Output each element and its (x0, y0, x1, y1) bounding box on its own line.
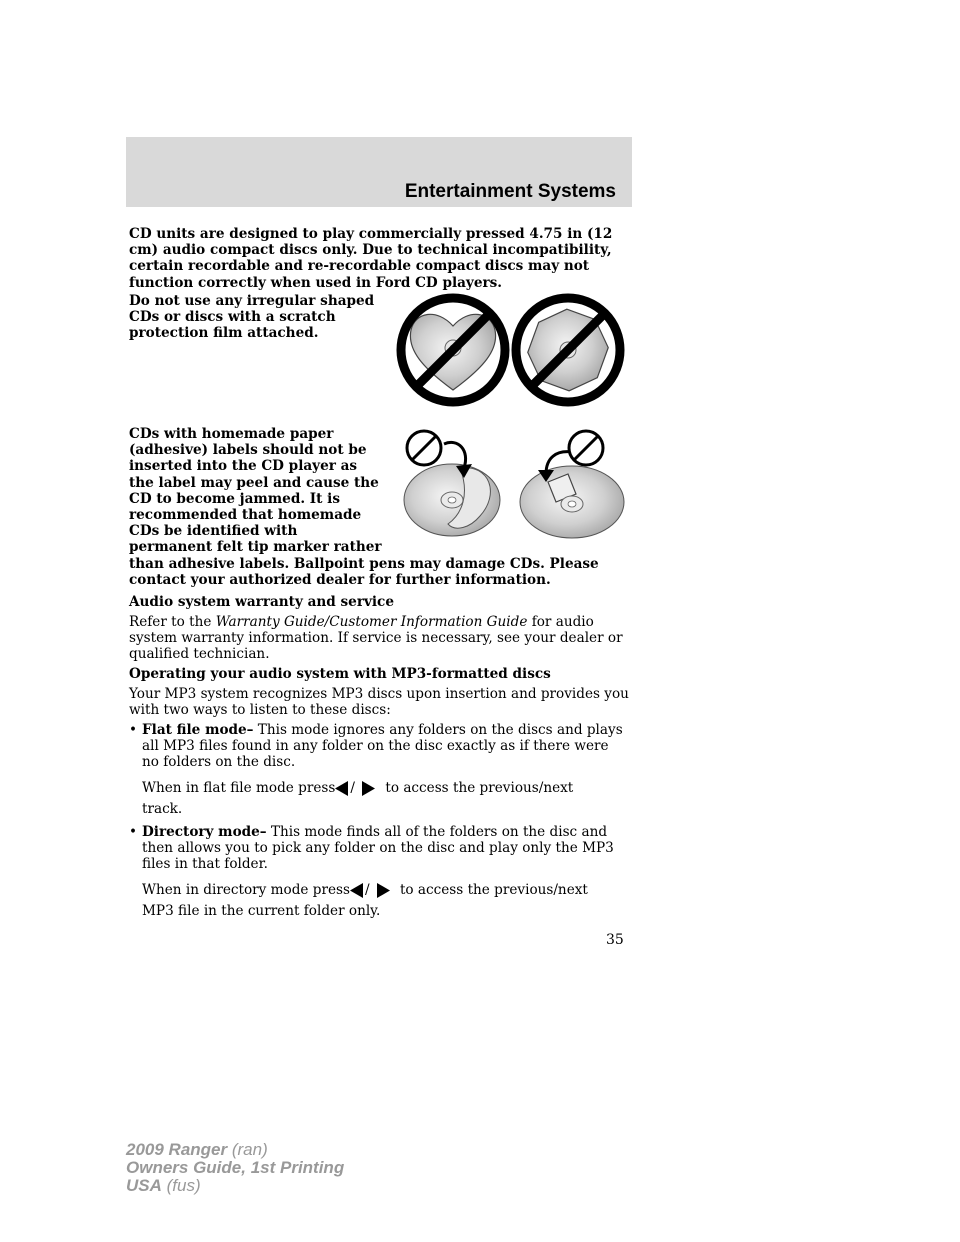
text-span: for audio system warranty information. If service is necessary, see your dealer or qualified technician. (129, 614, 623, 663)
footer-line: Owners Guide, 1st Printing (126, 1158, 345, 1177)
footer-model: 2009 Ranger (126, 1140, 228, 1159)
note-text: track. (142, 801, 183, 818)
text-span: Refer to the (129, 614, 216, 630)
text-line: Do not use any irregular shaped (129, 293, 375, 309)
list-item (129, 824, 629, 873)
warranty-paragraph (129, 614, 629, 663)
mp3-heading: Operating your audio system with MP3-formatted discs (129, 666, 551, 682)
flat-file-note (142, 780, 632, 817)
no-adhesive-labels-figure (400, 424, 632, 540)
footer-market: USA (126, 1176, 162, 1195)
text-line: recommended that homemade (129, 507, 362, 524)
note-text: When in directory mode press (142, 882, 350, 898)
seek-arrows (335, 780, 385, 796)
no-symbol-icon (407, 431, 441, 465)
bullet-term: Directory mode– (142, 824, 267, 840)
footer-line (126, 1141, 344, 1159)
note-text: When in flat file mode press (142, 780, 336, 796)
note-text: to access the previous/next (385, 780, 574, 796)
mp3-intro-paragraph: Your MP3 system recognizes MP3 discs upon insertion and provides you with two ways to listen to these discs: (129, 686, 629, 719)
note-text: to access the previous/next (399, 882, 588, 898)
text-line: CDs or discs with a scratch (129, 309, 336, 326)
arrow-separator: / (350, 780, 355, 796)
arrow-separator: / (364, 882, 370, 898)
cd-disc-icon (404, 464, 500, 536)
bullet-description: This mode ignores any folders on the discs and plays all MP3 files found in any folder on the disc exactly as if there were no folders on the disc. (142, 722, 623, 771)
text-line: permanent felt tip marker rather (129, 539, 382, 556)
footer-code: (fus) (161, 1176, 201, 1195)
no-symbol-icon (569, 431, 603, 465)
seek-left-icon (335, 781, 348, 796)
text-line: than adhesive labels. Ballpoint pens may damage CDs. Please (129, 555, 599, 572)
text-line: CDs be identified with (129, 523, 298, 540)
section-header-band (126, 137, 632, 207)
footer-code: (ran) (227, 1140, 268, 1159)
bullet-text (142, 722, 629, 771)
text-line: contact your authorized dealer for further information. (129, 571, 551, 588)
text-line: the label may peel and cause the (129, 474, 379, 491)
page-number: 35 (606, 932, 624, 948)
warranty-heading: Audio system warranty and service (129, 594, 394, 610)
no-irregular-discs-figure (393, 290, 633, 414)
seek-left-icon (350, 883, 363, 898)
seek-right-icon (377, 883, 390, 898)
text-line: inserted into the CD player as (129, 458, 358, 475)
list-item (129, 722, 629, 771)
text-line: protection film attached. (129, 325, 319, 342)
bullet-glyph: • (129, 824, 138, 840)
warranty-guide-title: Warranty Guide/Customer Information Guide (215, 614, 528, 630)
document-footer (126, 1141, 344, 1195)
footer-line (126, 1177, 344, 1195)
cd-units-paragraph: CD units are designed to play commercially pressed 4.75 in (12 cm) audio compact discs only. Due to technical incompatibility, certain recordable and re-recordable compact discs may not function correctly when used in Ford CD players. (129, 226, 613, 291)
text-line: CD to become jammed. It is (129, 490, 340, 507)
directory-mode-note (142, 882, 632, 919)
seek-right-icon (362, 781, 375, 796)
note-text: MP3 file in the current folder only. (142, 903, 381, 920)
irregular-discs-paragraph (129, 293, 397, 342)
seek-arrows (350, 882, 400, 898)
text-line: CDs with homemade paper (129, 426, 334, 442)
bullet-term: Flat file mode– (142, 722, 254, 738)
text-line: (adhesive) labels should not be (129, 442, 367, 459)
cd-disc-icon (520, 466, 624, 538)
bullet-glyph: • (129, 722, 138, 738)
bullet-description: This mode finds all of the folders on the disc and then allows you to pick any folder on the disc and play only the MP3 files in that folder. (142, 824, 614, 873)
section-title: Entertainment Systems (404, 181, 616, 202)
bullet-text (142, 824, 629, 873)
